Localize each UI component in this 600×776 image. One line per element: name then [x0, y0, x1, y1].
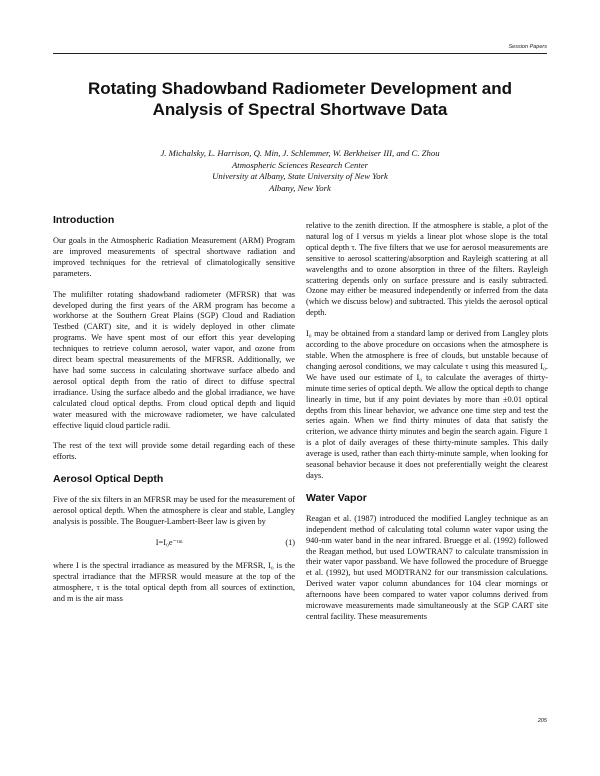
- right-paragraph-1: relative to the zenith direction. If the atmosphere is stable, a plot of the natural log of I versus m yields a linear plot whose slope is the total optical depth τ. The five filters that we use for aerosol measurements are sensitive to aerosol scattering/absorption and Rayleigh scattering at all wavelengths and to ozone absorption in three of the filters. Rayleigh scattering depends only on surface pressure and is easily subtracted. Ozone may either be measured independently or inferred from the data (which we discuss below) and subtracted. This yields the aerosol optical depth.: [306, 221, 548, 318]
- equation-expression: I=I₀e⁻ᵗᵐ: [155, 537, 183, 547]
- intro-paragraph-3: The rest of the text will provide some detail regarding each of these efforts.: [53, 441, 295, 462]
- right-paragraph-2: I₀ may be obtained from a standard lamp or derived from Langley plots according to the above procedure on occasions when the atmosphere is stable. When the atmosphere is free of clouds, but unstable because of changing aerosol conditions, we may calculate τ using this measured I₀. We have used our estimate of I₀ to calculate the averages of thirty-minute time series of optical depth. We allow the optical depth to change linearly in time, but if any point deviates by more than ±0.01 optical depths from this linear behavior, we advance one time step and test the series again. When we find thirty minutes of data that satisfy the criterion, we advance thirty minutes and begin the search again. Figure 1 is a plot of daily averages of these thirty-minute samples. This daily average is used, rather than each thirty-minute sample, when looking for seasonal behavior because it does not preferentially weight the clearest days.: [306, 329, 548, 480]
- affiliation-location: Albany, New York: [269, 182, 331, 193]
- header-rule: [53, 53, 547, 54]
- intro-paragraph-1: Our goals in the Atmospheric Radiation Measurement (ARM) Program are improved measurements of spectral shortwave radiation and improved techniques for the retrieval of climatologically sensitive parameters.: [53, 236, 295, 278]
- intro-paragraph-2: The mulifilter rotating shadowband radiometer (MFRSR) that was developed during the first years of the ARM program has become a workhorse at the Southern Great Plains (SGP) Cloud and Radiation Testbed (CART) site, and it is widely deployed in other climate programs. We have spent most of our effort this year developing techniques to retrieve column aerosol, water vapor, and ozone from direct beam spectral measurements of the MFRSR. Additionally, we have had some success in calculating shortwave surface albedo and aerosol optical depth from the ratio of direct to diffuse spectral irradiance. Using the surface albedo and the global irradiance, we have calculated cloud optical depths. From cloud optical depth and liquid water measured with the microwave radiometer, we have calculated effective liquid cloud particle radii.: [53, 289, 295, 430]
- title-line-1: Rotating Shadowband Radiometer Development and: [87, 79, 513, 98]
- equation-1: [53, 538, 295, 549]
- introduction-heading: Introduction: [53, 214, 115, 226]
- aerosol-heading: Aerosol Optical Depth: [53, 473, 164, 486]
- page-number: 205: [537, 718, 547, 724]
- paper-title: [53, 78, 547, 120]
- author-block: [53, 148, 547, 194]
- right-column: [306, 221, 548, 633]
- aerosol-paragraph-1: Five of the six filters in an MFRSR may be used for the measurement of aerosol optical depth. When the atmosphere is clear and stable, Langley analysis is possible. The Bouguer-Lambert-Beer law is given by: [53, 495, 295, 527]
- title-line-2: Analysis of Spectral Shortwave Data: [152, 100, 448, 119]
- affiliation-line-1: Atmospheric Sciences Research Center: [232, 159, 368, 170]
- affiliation-line-2: University at Albany, State University of New York: [212, 171, 388, 181]
- water-vapor-paragraph-1: Reagan et al. (1987) introduced the modified Langley technique as an independent method of calculating total column water vapor using the 940-nm water band in the near infrared. Bruegge et al. (1992) followed the Reagan method, but used LOWTRAN7 to calculate transmission in their water vapor passband. We have followed the procedure of Bruegge et al. (1992), but used MODTRAN2 for our transmission calculations. Derived water vapor column abundances for 104 clear mornings or afternoons have been compared to water vapor columns derived from microwave measurements made simultaneously at the SGP CART site central facility. These measurements: [306, 513, 548, 621]
- left-column: [53, 214, 295, 614]
- session-papers-label: Session Papers: [508, 44, 547, 50]
- aerosol-paragraph-2: where I is the spectral irradiance as measured by the MFRSR, I₀ is the spectral irradiance that the MFRSR would measure at the top of the atmosphere, τ is the total optical depth from all sources of extinction, and m is the air mass: [53, 560, 295, 603]
- water-vapor-heading: Water Vapor: [306, 491, 367, 504]
- author-names: J. Michalsky, L. Harrison, Q. Min, J. Schlemmer, W. Berkheiser III, and C. Zhou: [160, 148, 440, 158]
- equation-number: (1): [285, 537, 295, 547]
